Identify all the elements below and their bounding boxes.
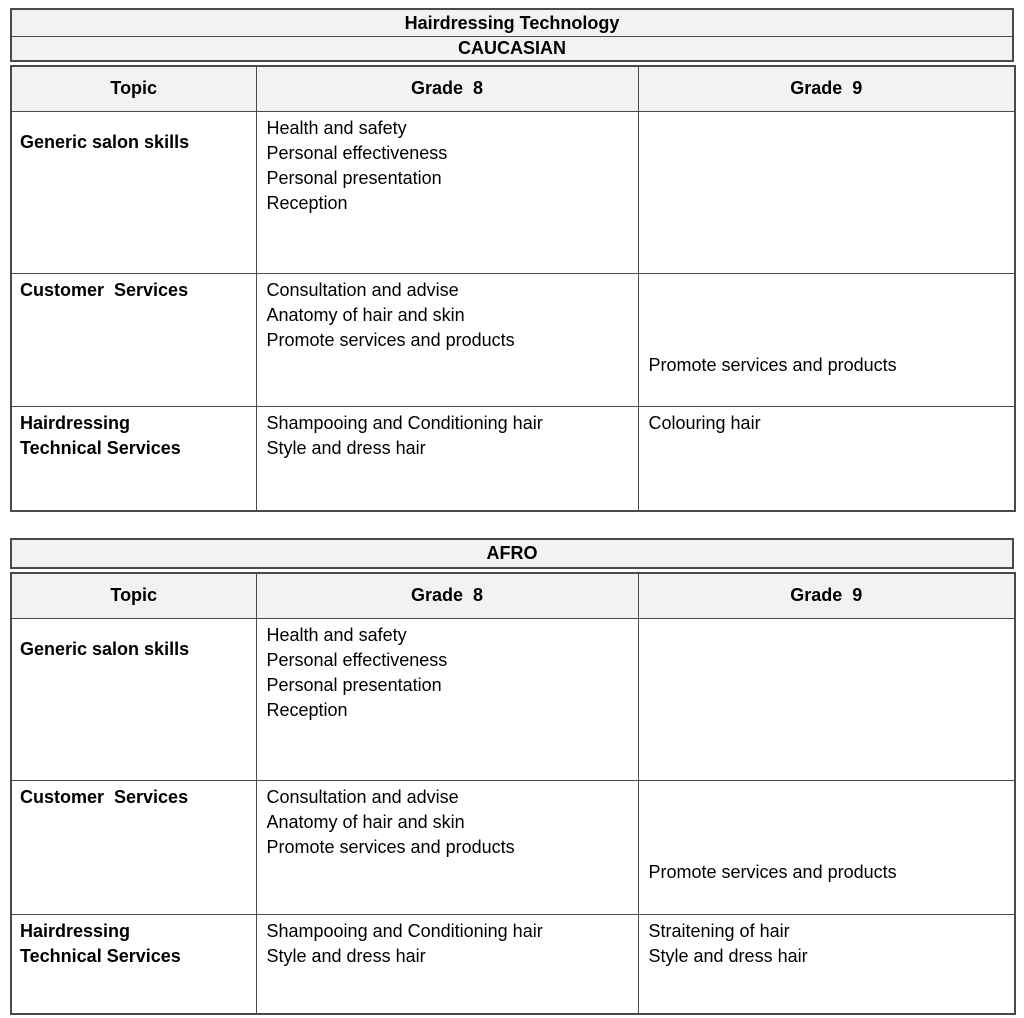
cell-line: Style and dress hair (648, 945, 808, 966)
caucasian-grid (10, 65, 1016, 512)
cell-line: Reception (266, 192, 348, 213)
afro-grid (10, 572, 1016, 1015)
column-header-grade8: Grade 8 (256, 66, 638, 111)
table-row-generic-salon-skills (11, 618, 1015, 780)
column-header-topic: Topic (11, 573, 256, 618)
topic-label: Generic salon skills (20, 638, 190, 659)
caucasian-table (10, 8, 1014, 512)
topic-label: Generic salon skills (20, 131, 190, 152)
grade8-cell (256, 914, 638, 1014)
topic-label: Hairdressing (20, 412, 131, 433)
document-title: Hairdressing Technology (404, 12, 620, 33)
grade9-cell-empty (638, 111, 1015, 273)
section-title-row (12, 540, 1012, 567)
cell-line: Anatomy of hair and skin (266, 811, 465, 832)
cell-line: Promote services and products (266, 836, 515, 857)
grade8-cell (256, 111, 638, 273)
grade8-cell (256, 273, 638, 406)
column-header-grade9: Grade 9 (638, 66, 1015, 111)
grade8-cell (256, 780, 638, 914)
column-header-row (11, 573, 1015, 618)
topic-cell (11, 406, 256, 511)
topic-cell (11, 111, 256, 273)
section-title-row (12, 36, 1012, 60)
topic-cell (11, 780, 256, 914)
document-title-row (12, 10, 1012, 36)
cell-line (649, 328, 1007, 353)
table-row-generic-salon-skills (11, 111, 1015, 273)
grade8-cell (256, 618, 638, 780)
cell-line: Reception (266, 699, 348, 720)
cell-line: Personal effectiveness (266, 649, 448, 670)
cell-line (649, 835, 1007, 860)
table-row-customer-services (11, 780, 1015, 914)
cell-line: Style and dress hair (266, 945, 426, 966)
table-row-hairdressing-technical-services (11, 406, 1015, 511)
cell-line: Health and safety (266, 117, 407, 138)
cell-line: Style and dress hair (266, 437, 426, 458)
section-title-afro: AFRO (486, 543, 538, 563)
grade9-cell (638, 914, 1015, 1014)
cell-line: Personal presentation (266, 167, 442, 188)
grade8-cell (256, 406, 638, 511)
table-gap (10, 512, 1014, 538)
grade9-cell-empty (638, 618, 1015, 780)
cell-line: Straitening of hair (648, 920, 790, 941)
column-header-row (11, 66, 1015, 111)
topic-cell (11, 914, 256, 1014)
cell-line: Health and safety (266, 624, 407, 645)
grade9-cell (638, 780, 1015, 914)
cell-line: Personal presentation (266, 674, 442, 695)
grade9-cell (638, 406, 1015, 511)
cell-line (649, 810, 1007, 835)
cell-line: Promote services and products (648, 861, 897, 882)
caucasian-title-band (10, 8, 1014, 62)
cell-line: Consultation and advise (266, 786, 459, 807)
column-header-topic: Topic (11, 66, 256, 111)
column-header-grade8: Grade 8 (256, 573, 638, 618)
cell-line: Colouring hair (648, 412, 761, 433)
cell-line: Consultation and advise (266, 279, 459, 300)
cell-line (649, 785, 1007, 810)
cell-line: Shampooing and Conditioning hair (266, 412, 543, 433)
topic-cell (11, 273, 256, 406)
topic-label: Technical Services (20, 945, 181, 966)
cell-line (649, 278, 1007, 303)
table-row-hairdressing-technical-services (11, 914, 1015, 1014)
topic-label: Technical Services (20, 437, 181, 458)
topic-label: Customer Services (20, 786, 189, 807)
cell-line: Promote services and products (648, 354, 897, 375)
grade9-cell (638, 273, 1015, 406)
section-title-caucasian: CAUCASIAN (458, 38, 566, 58)
table-row-customer-services (11, 273, 1015, 406)
cell-line: Anatomy of hair and skin (266, 304, 465, 325)
cell-line (649, 303, 1007, 328)
topic-cell (11, 618, 256, 780)
afro-title-band (10, 538, 1014, 569)
cell-line: Personal effectiveness (266, 142, 448, 163)
column-header-grade9: Grade 9 (638, 573, 1015, 618)
afro-table (10, 538, 1014, 1015)
cell-line: Promote services and products (266, 329, 515, 350)
topic-label: Hairdressing (20, 920, 131, 941)
topic-label: Customer Services (20, 279, 189, 300)
cell-line: Shampooing and Conditioning hair (266, 920, 543, 941)
